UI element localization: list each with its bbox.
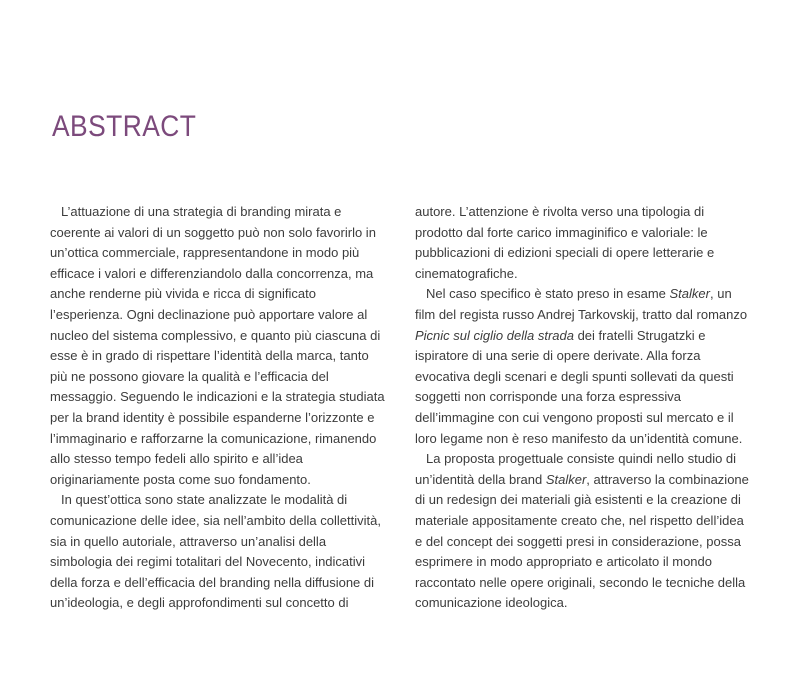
- body-text: , un film del regista russo Andrej Tarkovskij, tratto dal romanzo: [415, 286, 748, 322]
- body-text: , attraverso la combinazione di un redesign dei materiali già esistenti e la creazione di materiale appositamente creato che, nel rispetto dell’idea e del concept dei soggetti presi in considerazione, possa esprimere in modo appropriato e articolato il mondo raccontato nelle opere originali, secondo le tecniche della comunicazione ideologica.: [415, 471, 749, 611]
- text-columns: [50, 202, 754, 614]
- page-title: ABSTRACT: [52, 110, 197, 143]
- body-text: autore. L’attenzione è rivolta verso una tipologia di prodotto dal forte carico immaginifico e valoriale: le pubblicazioni di edizioni speciali di opere letterarie e cinematografiche.: [415, 204, 715, 281]
- paragraph: [415, 202, 754, 284]
- body-text: In quest’ottica sono state analizzate le modalità di comunicazione delle idee, sia nell’ambito della collettività, sia in quello autoriale, attraverso un’analisi della simbologia dei regimi totalitari del Novecento, indicativi della forza e dell’efficacia del branding nella diffusione di un’ideologia, e degli approfondimenti sul concetto di: [50, 492, 381, 611]
- paragraph: [50, 202, 389, 490]
- left-column: [50, 202, 389, 614]
- body-text: La proposta progettuale consiste quindi nello studio di un’identità della brand: [415, 451, 737, 487]
- paragraph: [415, 449, 754, 614]
- italic-text: Picnic sul ciglio della strada: [415, 327, 574, 343]
- body-text: Nel caso specifico è stato preso in esame: [426, 286, 670, 302]
- italic-text: Stalker: [545, 471, 587, 487]
- paragraph: [415, 284, 754, 449]
- body-text: L’attuazione di una strategia di branding mirata e coerente ai valori di un soggetto può non solo favorirlo in un’ottica commerciale, rappresentandone in modo più efficace i valori e differenziandolo dalla concorrenza, ma anche renderne più vivida e ricca di significato l’esperienza. Ogni declinazione può apportare valore al nucleo del sistema complessivo, e quanto più ciascuna di esse è in grado di rispettare l’identità della marca, tanto più ne possono giovare la qualità e l’efficacia del messaggio. Seguendo le indicazioni e la strategia studiata per la brand identity è possibile espanderne l’orizzonte e l’immaginario e rafforzarne la comunicazione, rimanendo allo stesso tempo fedeli allo spirito e all’idea originariamente posta come suo fondamento.: [50, 204, 385, 487]
- right-column: [415, 202, 754, 614]
- italic-text: Stalker: [669, 286, 710, 302]
- body-text: dei fratelli Strugatzki e ispiratore di una serie di opere derivate. Alla forza evocativa degli scenari e degli spunti sollevati da questi soggetti non corrisponde una forza espressiva dell’immagine con cui vengono proposti sul mercato e il loro legame non è reso manifesto da un’identità comune.: [415, 327, 743, 446]
- paragraph: [50, 490, 389, 614]
